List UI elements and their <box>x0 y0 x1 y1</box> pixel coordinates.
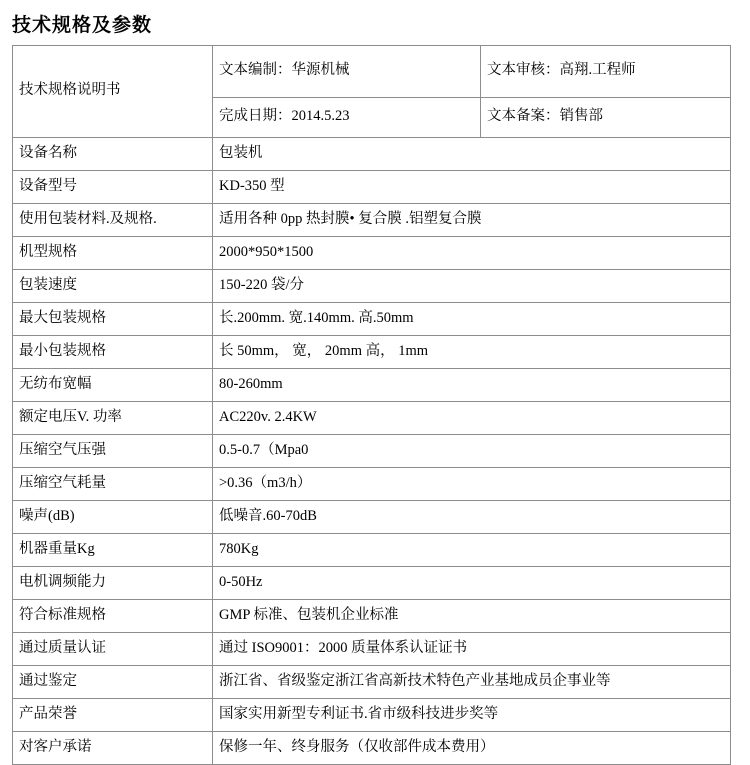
row-value: 长 50mm， 宽， 20mm 高， 1mm <box>213 336 731 369</box>
row-value: KD-350 型 <box>213 171 731 204</box>
page-title: 技术规格及参数 <box>12 15 153 36</box>
row-value: 0-50Hz <box>213 567 731 600</box>
table-row <box>13 699 731 732</box>
row-value: 保修一年、终身服务（仅收部件成本费用） <box>213 732 731 765</box>
row-value: 长.200mm. 宽.140mm. 高.50mm <box>213 303 731 336</box>
row-value: 780Kg <box>213 534 731 567</box>
table-row <box>13 171 731 204</box>
row-label: 机器重量Kg <box>13 534 213 567</box>
table-row <box>13 336 731 369</box>
table-row <box>13 666 731 699</box>
row-label: 压缩空气压强 <box>13 435 213 468</box>
row-value: GMP 标准、包装机企业标准 <box>213 600 731 633</box>
row-value: 150-220 袋/分 <box>213 270 731 303</box>
row-label: 使用包装材料.及规格. <box>13 204 213 237</box>
row-value: >0.36（m3/h） <box>213 468 731 501</box>
row-label: 设备名称 <box>13 138 213 171</box>
doc-name-cell: 技术规格说明书 <box>13 46 213 138</box>
row-label: 通过质量认证 <box>13 633 213 666</box>
row-label: 产品荣誉 <box>13 699 213 732</box>
row-label: 无纺布宽幅 <box>13 369 213 402</box>
table-row <box>13 402 731 435</box>
row-value: 低噪音.60-70dB <box>213 501 731 534</box>
row-label: 最大包装规格 <box>13 303 213 336</box>
table-row <box>13 237 731 270</box>
row-label: 对客户承诺 <box>13 732 213 765</box>
row-value: 通过 ISO9001：2000 质量体系认证证书 <box>213 633 731 666</box>
row-label: 通过鉴定 <box>13 666 213 699</box>
row-value: AC220v. 2.4KW <box>213 402 731 435</box>
row-value: 80-260mm <box>213 369 731 402</box>
table-row <box>13 600 731 633</box>
table-row <box>13 369 731 402</box>
row-label: 符合标准规格 <box>13 600 213 633</box>
table-row <box>13 46 731 98</box>
table-row <box>13 732 731 765</box>
row-label: 最小包装规格 <box>13 336 213 369</box>
table-row <box>13 468 731 501</box>
row-value: 国家实用新型专利证书.省市级科技进步奖等 <box>213 699 731 732</box>
table-row <box>13 204 731 237</box>
row-value: 2000*950*1500 <box>213 237 731 270</box>
row-value: 适用各种 0pp 热封膜• 复合膜 .铝塑复合膜 <box>213 204 731 237</box>
table-row <box>13 567 731 600</box>
table-row <box>13 435 731 468</box>
table-row <box>13 633 731 666</box>
date-cell: 完成日期：2014.5.23 <box>213 98 481 138</box>
row-label: 噪声(dB) <box>13 501 213 534</box>
row-label: 机型规格 <box>13 237 213 270</box>
row-value: 包装机 <box>213 138 731 171</box>
table-row <box>13 501 731 534</box>
spec-table <box>12 45 731 765</box>
table-row <box>13 270 731 303</box>
row-value: 浙江省、省级鉴定浙江省高新技术特色产业基地成员企事业等 <box>213 666 731 699</box>
table-row <box>13 138 731 171</box>
reviewer-cell: 文本审核：高翔.工程师 <box>481 46 731 98</box>
author-cell: 文本编制：华源机械 <box>213 46 481 98</box>
row-label: 压缩空气耗量 <box>13 468 213 501</box>
table-row <box>13 303 731 336</box>
row-value: 0.5-0.7（Mpa0 <box>213 435 731 468</box>
table-row <box>13 534 731 567</box>
filing-cell: 文本备案：销售部 <box>481 98 731 138</box>
row-label: 额定电压V. 功率 <box>13 402 213 435</box>
row-label: 设备型号 <box>13 171 213 204</box>
row-label: 电机调频能力 <box>13 567 213 600</box>
spec-table-body <box>13 46 731 765</box>
row-label: 包装速度 <box>13 270 213 303</box>
